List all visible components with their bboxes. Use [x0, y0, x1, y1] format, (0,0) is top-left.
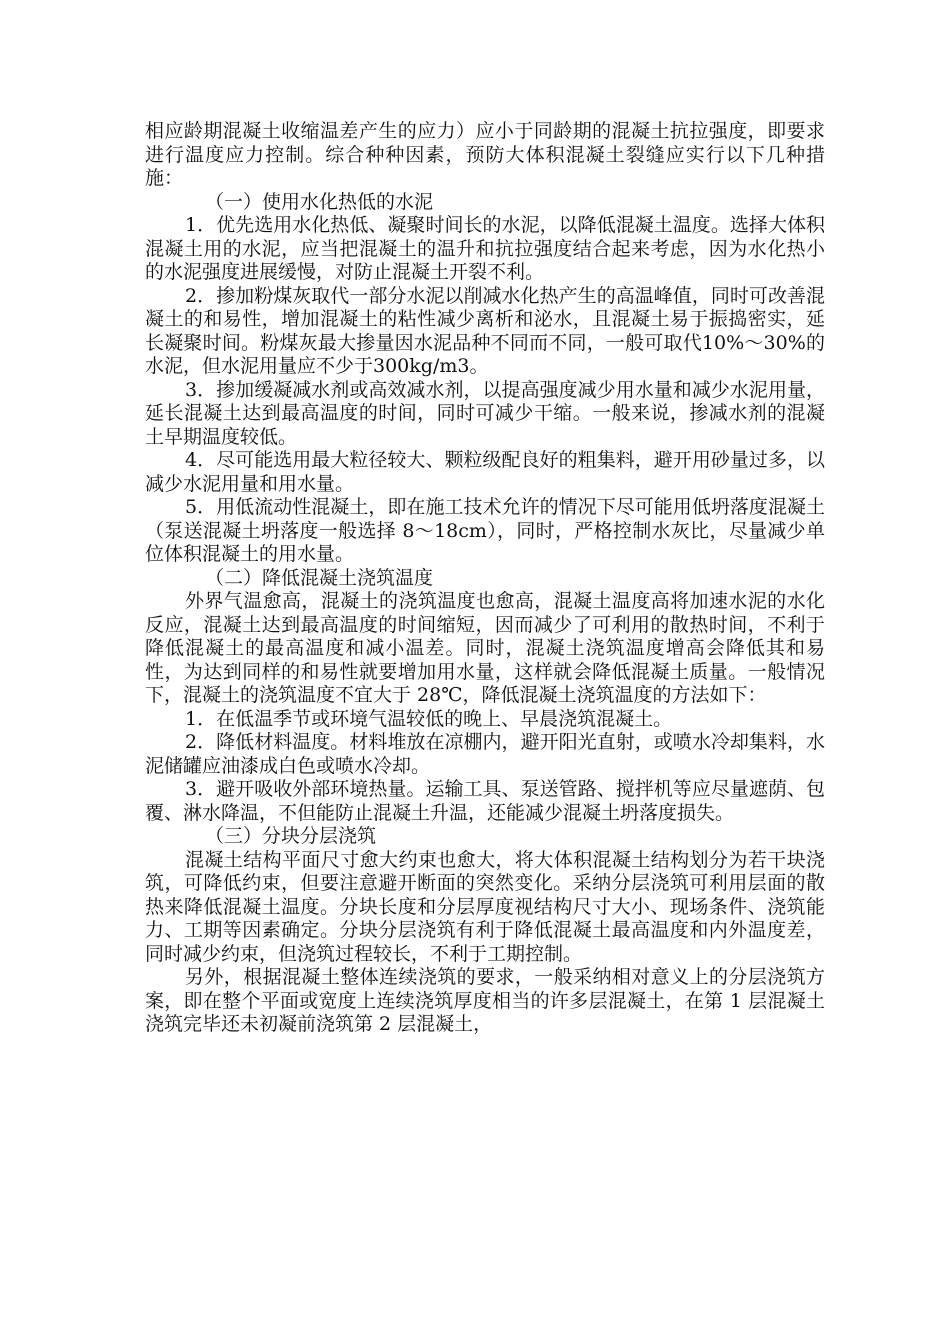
document-page: [145, 120, 825, 1037]
section-heading-3: （三）分块分层浇筑: [205, 825, 377, 847]
paragraph-item: 5．用低流动性混凝土，即在施工技术允许的情况下尽可能用低坍落度混凝土（泵送混凝土坍落度一般选择 8～18cm），同时，严格控制水灰比，尽量减少单位体积混凝土的用水量。: [145, 496, 825, 565]
paragraph-item: 1．在低温季节或环境气温较低的晚上、早晨浇筑混凝土。: [185, 707, 673, 730]
section-heading-2: （二）降低混凝土浇筑温度: [205, 566, 434, 589]
paragraph-item: 3．掺加缓凝减水剂或高效减水剂，以提高强度减少用水量和减少水泥用量，延长混凝土达到最高温度的时间，同时可减少干缩。一般来说，掺减水剂的混凝土早期温度较低。: [145, 378, 825, 448]
paragraph-item: 2．降低材料温度。材料堆放在凉棚内，避开阳光直射，或喷水冷却集料，水泥储罐应油漆成白色或喷水冷却。: [145, 731, 825, 777]
paragraph-item: 4．尽可能选用最大粒径较大、颗粒级配良好的粗集料，避开用砂量过多，以减少水泥用量和用水量。: [145, 449, 825, 495]
paragraph-item: 2．掺加粉煤灰取代一部分水泥以削减水化热产生的高温峰值，同时可改善混凝土的和易性，增加混凝土的粘性减少离析和泌水，且混凝土易于振捣密实，延长凝聚时间。粉煤灰最大掺量因水泥品种不同而不同，一般可取代10%～30%的水泥，但水泥用量应不少于300kg/m3。: [145, 284, 825, 377]
paragraph-item: 1．优先选用水化热低、凝聚时间长的水泥，以降低混凝土温度。选择大体积混凝土用的水泥，应当把混凝土的温升和抗拉强度结合起来考虑，因为水化热小的水泥强度进展缓慢，对防止混凝土开裂不利。: [145, 214, 825, 283]
paragraph-item: 3．避开吸收外部环境热量。运输工具、泵送管路、搅拌机等应尽量遮荫、包覆、淋水降温，不但能防止混凝土升温，还能减少混凝土坍落度损失。: [145, 778, 825, 824]
paragraph-body: 另外，根据混凝土整体连续浇筑的要求，一般采纳相对意义上的分层浇筑方案，即在整个平面或宽度上连续浇筑厚度相当的许多层混凝土，在第 1 层混凝土浇筑完毕还未初凝前浇筑第 2 层混凝土，: [145, 966, 825, 1035]
paragraph-body: 外界气温愈高，混凝土的浇筑温度也愈高，混凝土温度高将加速水泥的水化反应，混凝土达到最高温度的时间缩短，因而减少了可利用的散热时间，不利于降低混凝土的最高温度和减小温差。同时，混凝土浇筑温度增高会降低其和易性，为达到同样的和易性就要增加用水量，这样就会降低混凝土质量。一般情况下，混凝土的浇筑温度不宜大于 28℃，降低混凝土浇筑温度的方法如下：: [145, 590, 825, 706]
paragraph-continuation: 相应龄期混凝土收缩温差产生的应力）应小于同龄期的混凝土抗拉强度，即要求进行温度应力控制。综合种种因素，预防大体积混凝土裂缝应实行以下几种措施：: [145, 120, 825, 189]
section-heading-1: （一）使用水化热低的水泥: [205, 190, 434, 213]
paragraph-body: 混凝土结构平面尺寸愈大约束也愈大，将大体积混凝土结构划分为若干块浇筑，可降低约束，但要注意避开断面的突然变化。采纳分层浇筑可利用层面的散热来降低混凝土温度。分块长度和分层厚度视结构尺寸大小、现场条件、浇筑能力、工期等因素确定。分块分层浇筑有利于降低混凝土最高温度和内外温度差，同时减少约束，但浇筑过程较长，不利于工期控制。: [145, 848, 825, 965]
